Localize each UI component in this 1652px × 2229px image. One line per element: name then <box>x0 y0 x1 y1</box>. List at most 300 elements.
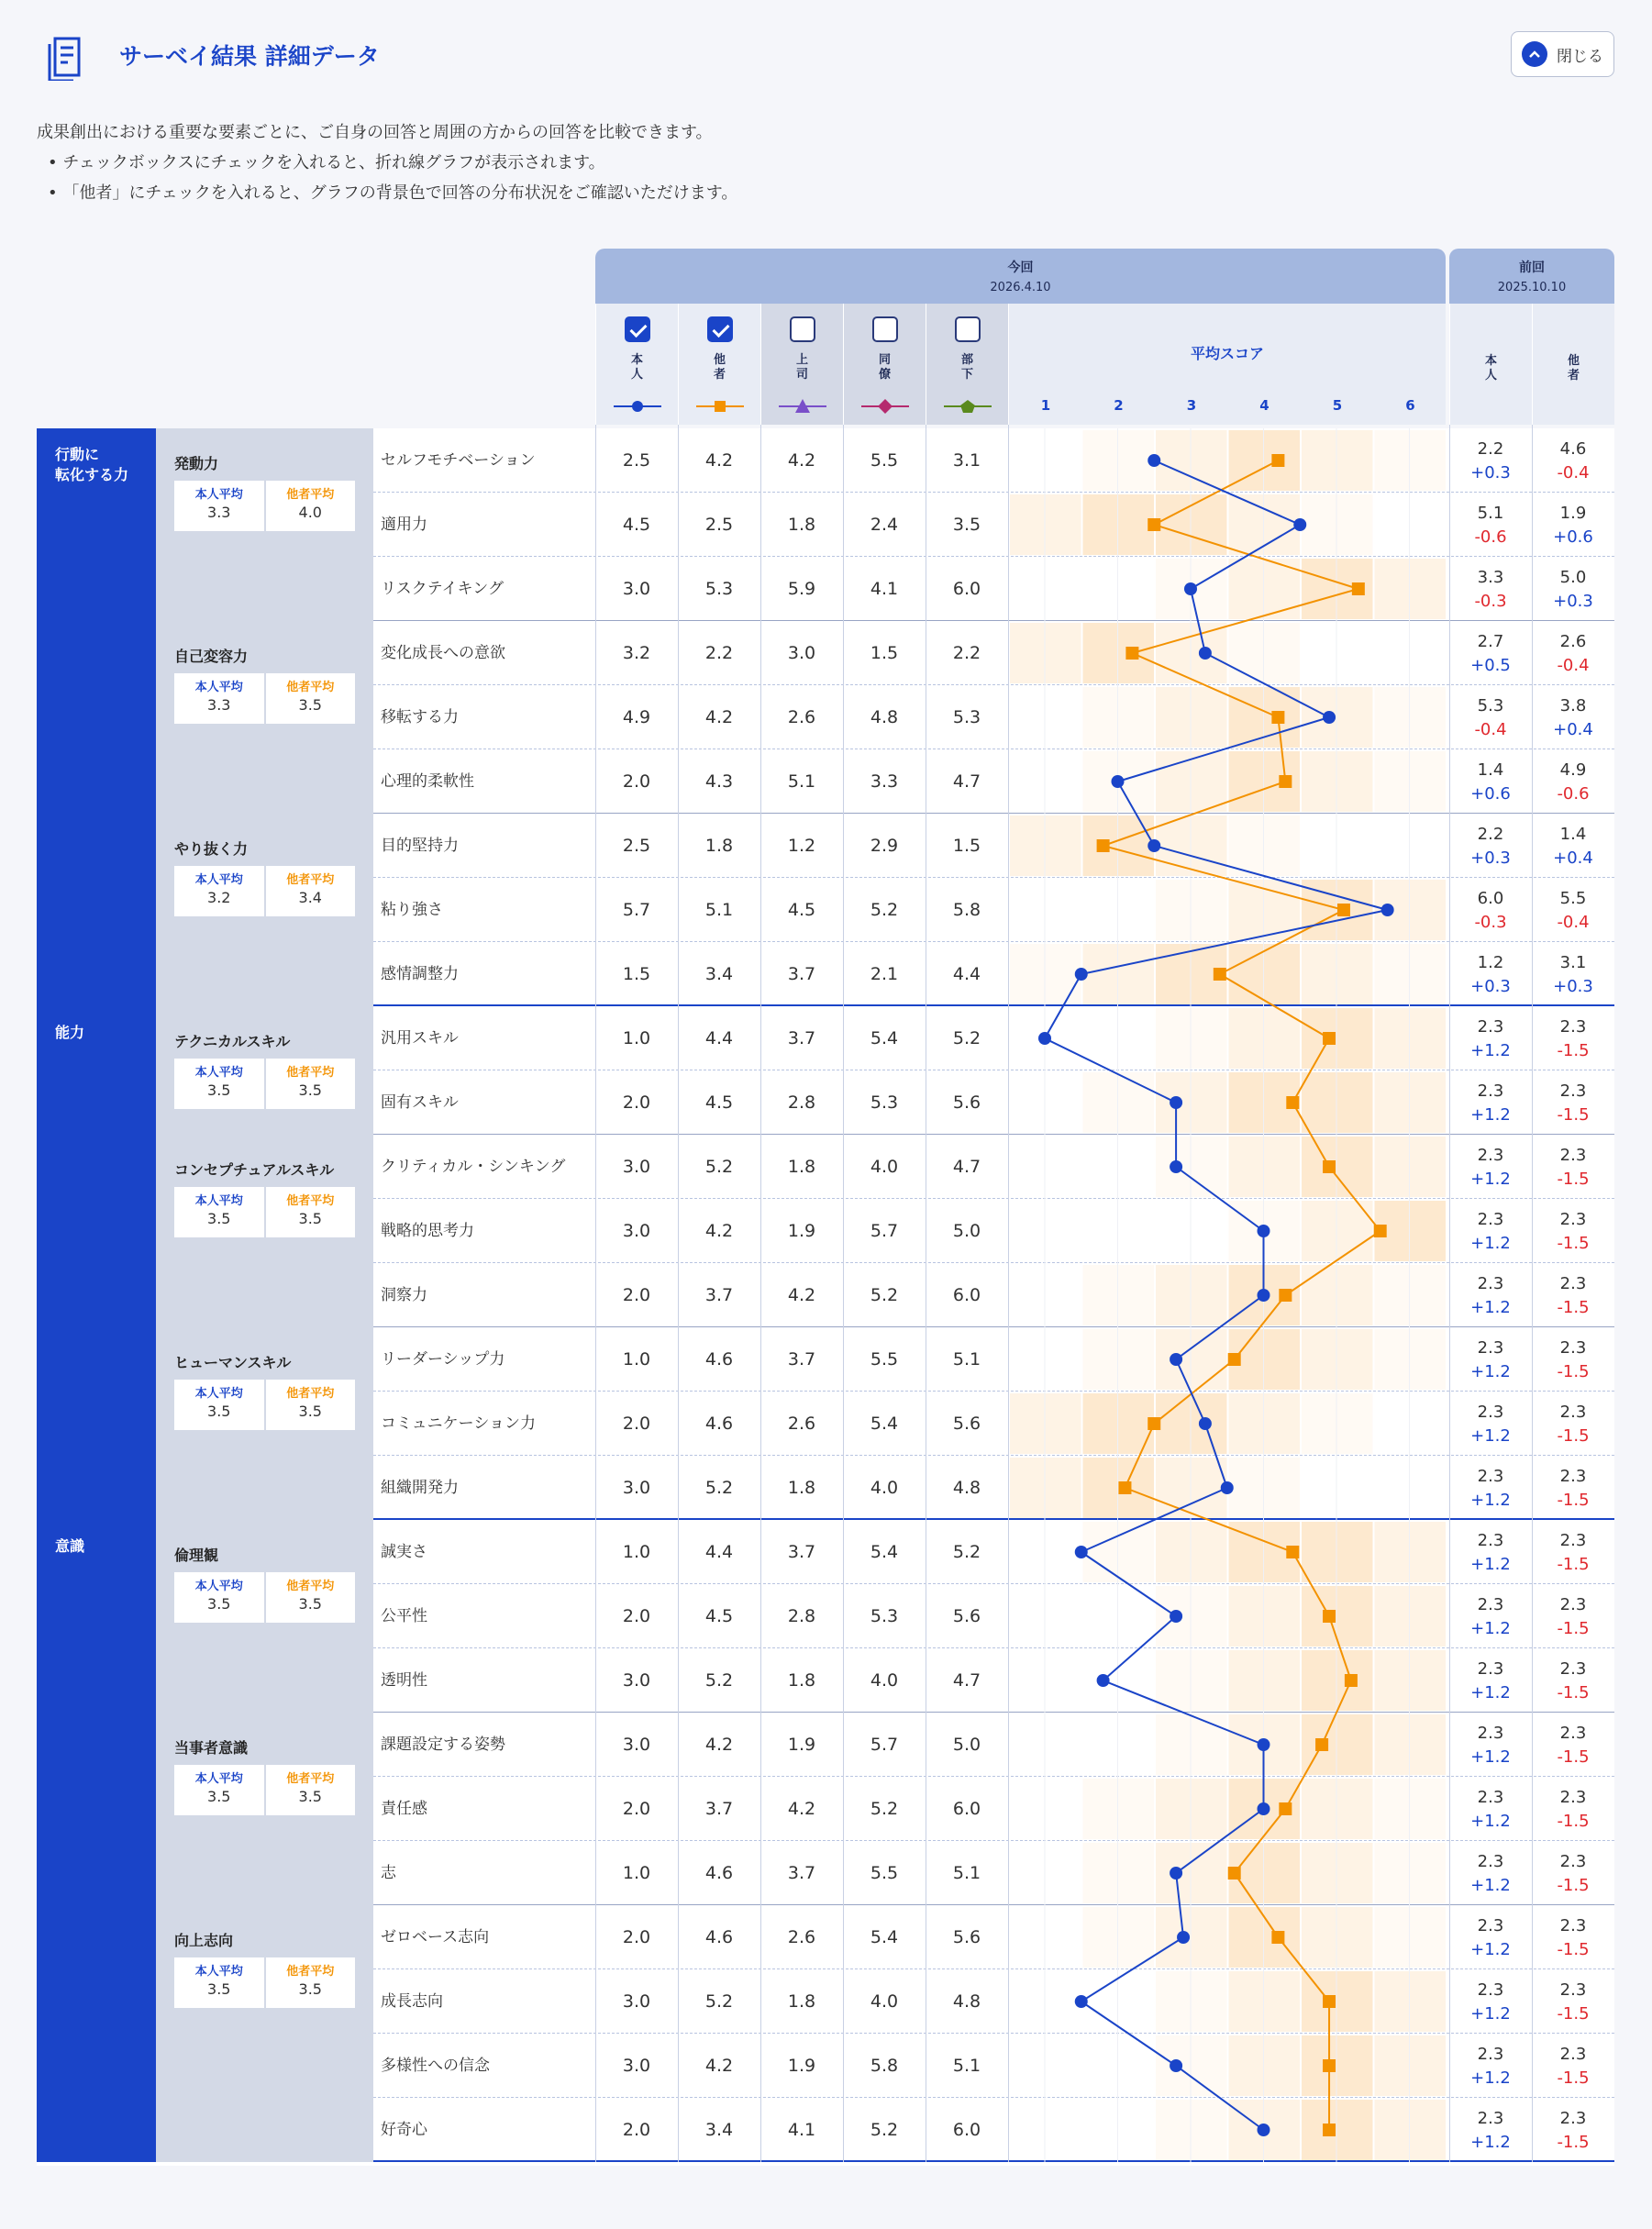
average-label: 他者平均 <box>286 1965 335 1979</box>
self-average <box>174 1957 264 2008</box>
score-delta: -1.5 <box>1557 1683 1590 1702</box>
average-label: 他者平均 <box>286 1387 335 1401</box>
score-delta: -0.4 <box>1557 656 1590 675</box>
score-value: 2.6 <box>787 1414 816 1434</box>
score-delta: -1.5 <box>1557 1812 1590 1831</box>
column-label: 上司 <box>795 353 808 382</box>
previous-score: 2.3 <box>1477 1852 1504 1871</box>
previous-value <box>1449 1593 1532 1641</box>
close-label: 閉じる <box>1557 47 1603 66</box>
table-row <box>373 1648 1614 1713</box>
previous-score: 5.0 <box>1559 568 1587 587</box>
score-value: 4.5 <box>704 1606 734 1626</box>
score-value: 3.0 <box>622 1221 651 1241</box>
series-checkbox[interactable] <box>707 316 733 342</box>
other-average <box>266 1957 356 2008</box>
previous-score: 2.3 <box>1559 1852 1587 1871</box>
item-name: 責任感 <box>381 1800 427 1818</box>
series-checkbox[interactable] <box>872 316 898 342</box>
previous-column-header <box>1532 304 1614 425</box>
score-value: 5.2 <box>952 1028 981 1048</box>
average-label: 本人平均 <box>194 681 243 694</box>
average-label: 本人平均 <box>194 1772 243 1786</box>
score-delta: -0.4 <box>1557 913 1590 932</box>
score-delta: +1.2 <box>1470 1876 1511 1895</box>
score-delta: +0.3 <box>1470 463 1511 482</box>
other-average <box>266 481 356 531</box>
score-delta: -0.6 <box>1557 784 1590 804</box>
average-box <box>174 1059 355 1109</box>
score-delta: -1.5 <box>1557 2004 1590 2024</box>
score-value: 5.1 <box>952 1863 981 1883</box>
average-value: 4.0 <box>298 504 322 521</box>
score-value: 4.9 <box>622 707 651 727</box>
average-label: 他者平均 <box>286 1066 335 1080</box>
previous-score: 2.3 <box>1559 1724 1587 1743</box>
score-value: 2.8 <box>787 1606 816 1626</box>
score-delta: -1.5 <box>1557 1619 1590 1638</box>
current-title: 今回 <box>1007 261 1034 275</box>
previous-score: 2.3 <box>1477 1531 1504 1550</box>
intro-bullet: • チェックボックスにチェックを入れると、折れ線グラフが表示されます。 <box>48 153 605 172</box>
table-row <box>373 1199 1614 1263</box>
column-header-2 <box>678 304 760 425</box>
previous-score: 2.3 <box>1559 1146 1587 1165</box>
column-header-4 <box>843 304 926 425</box>
score-delta: +1.2 <box>1470 1298 1511 1317</box>
score-value: 2.2 <box>704 643 734 663</box>
score-value: 2.5 <box>704 515 734 535</box>
score-value: 4.7 <box>952 1670 981 1691</box>
subcategory-cell <box>156 1905 373 2162</box>
score-value: 6.0 <box>952 1285 981 1305</box>
previous-score: 3.1 <box>1559 953 1587 972</box>
score-value: 6.0 <box>952 2120 981 2140</box>
table-row <box>373 493 1614 557</box>
self-average <box>174 673 264 724</box>
previous-score: 4.9 <box>1559 760 1587 780</box>
previous-score: 2.3 <box>1477 1146 1504 1165</box>
score-value: 5.4 <box>870 1927 899 1947</box>
table-row <box>373 1969 1614 2034</box>
score-value: 4.7 <box>952 1157 981 1177</box>
other-average <box>266 1187 356 1237</box>
previous-value <box>1449 438 1532 485</box>
table-row <box>373 878 1614 942</box>
previous-score: 2.3 <box>1477 1210 1504 1229</box>
subcategory-name: コンセプチュアルスキル <box>174 1161 335 1179</box>
previous-column-header <box>1449 304 1532 425</box>
score-value: 3.7 <box>787 964 816 984</box>
previous-value <box>1532 1979 1614 2026</box>
current-date: 2026.4.10 <box>990 281 1051 294</box>
other-average <box>266 673 356 724</box>
average-value: 3.5 <box>298 1980 322 1998</box>
average-value: 3.5 <box>298 696 322 714</box>
score-value: 1.9 <box>787 1735 816 1755</box>
score-value: 1.5 <box>622 964 651 984</box>
score-value: 3.3 <box>870 771 899 792</box>
previous-value <box>1532 438 1614 485</box>
score-value: 4.2 <box>787 450 816 471</box>
score-value: 1.2 <box>787 836 816 856</box>
score-value: 2.0 <box>622 771 651 792</box>
previous-value <box>1449 2107 1532 2155</box>
table-row <box>373 1006 1614 1070</box>
score-value: 4.4 <box>704 1028 734 1048</box>
score-value: 3.7 <box>787 1863 816 1883</box>
axis-tick-label: 3 <box>1186 397 1197 414</box>
score-value: 4.2 <box>787 1799 816 1819</box>
score-value: 2.0 <box>622 2120 651 2140</box>
self-average <box>174 1572 264 1623</box>
previous-value <box>1532 1529 1614 1577</box>
item-name: 透明性 <box>381 1671 427 1690</box>
previous-score: 2.3 <box>1559 2109 1587 2128</box>
score-delta: +1.2 <box>1470 1234 1511 1253</box>
average-label: 他者平均 <box>286 681 335 694</box>
column-divider <box>1008 425 1009 2162</box>
previous-score: 2.3 <box>1477 1980 1504 2000</box>
score-value: 5.0 <box>952 1221 981 1241</box>
score-value: 3.7 <box>787 1028 816 1048</box>
category-label: 意識 <box>37 1520 156 2162</box>
subcategory-name: 向上志向 <box>174 1932 234 1949</box>
series-checkbox[interactable] <box>625 316 650 342</box>
item-name: 変化成長への意欲 <box>381 644 505 662</box>
score-delta: -0.3 <box>1474 592 1507 611</box>
score-value: 4.8 <box>952 1478 981 1498</box>
score-delta: +1.2 <box>1470 1940 1511 1959</box>
self-average <box>174 1380 264 1430</box>
score-value: 4.2 <box>704 707 734 727</box>
score-value: 5.3 <box>870 1092 899 1113</box>
score-delta: +1.2 <box>1470 1362 1511 1381</box>
score-value: 4.4 <box>952 964 981 984</box>
score-value: 4.6 <box>704 1414 734 1434</box>
previous-value <box>1449 951 1532 999</box>
score-value: 3.1 <box>952 450 981 471</box>
score-delta: -1.5 <box>1557 1555 1590 1574</box>
average-value: 3.5 <box>207 1403 231 1420</box>
column-header-3 <box>760 304 843 425</box>
legend-triangle-icon <box>779 397 826 416</box>
table-row <box>373 428 1614 493</box>
score-value: 5.2 <box>704 1991 734 2012</box>
score-value: 1.9 <box>787 2056 816 2076</box>
previous-value <box>1532 2043 1614 2090</box>
previous-value <box>1449 2043 1532 2090</box>
score-value: 4.0 <box>870 1991 899 2012</box>
score-value: 1.8 <box>704 836 734 856</box>
previous-value <box>1449 1529 1532 1577</box>
self-average <box>174 866 264 916</box>
score-value: 5.5 <box>870 450 899 471</box>
subcategory-name: 当事者意識 <box>174 1739 249 1757</box>
score-value: 4.5 <box>622 515 651 535</box>
score-value: 5.4 <box>870 1542 899 1562</box>
score-value: 5.2 <box>870 1799 899 1819</box>
score-value: 1.8 <box>787 1991 816 2012</box>
subcategory-cell <box>156 1135 373 1327</box>
score-value: 1.0 <box>622 1863 651 1883</box>
previous-score: 2.3 <box>1559 1595 1587 1614</box>
average-value: 3.5 <box>207 1788 231 1805</box>
average-label: 本人平均 <box>194 1965 243 1979</box>
score-delta: +1.2 <box>1470 1426 1511 1446</box>
table-row <box>373 2034 1614 2098</box>
score-delta: -1.5 <box>1557 2068 1590 2088</box>
score-value: 6.0 <box>952 579 981 599</box>
previous-value <box>1532 887 1614 935</box>
table-row <box>373 685 1614 749</box>
previous-value <box>1449 502 1532 549</box>
item-name: 戦略的思考力 <box>381 1222 474 1240</box>
score-value: 2.6 <box>787 707 816 727</box>
table-row <box>373 1713 1614 1777</box>
column-divider <box>1449 425 1450 2162</box>
chevron-up-icon <box>1522 41 1547 67</box>
score-value: 2.5 <box>622 450 651 471</box>
series-checkbox[interactable] <box>955 316 981 342</box>
score-delta: +0.6 <box>1553 527 1593 547</box>
score-value: 1.8 <box>787 1157 816 1177</box>
score-delta: -1.5 <box>1557 1234 1590 1253</box>
score-value: 4.0 <box>870 1157 899 1177</box>
score-delta: +1.2 <box>1470 1619 1511 1638</box>
previous-score: 4.6 <box>1559 439 1587 459</box>
column-label: 他者 <box>713 353 726 382</box>
average-value: 3.5 <box>298 1210 322 1227</box>
score-value: 3.0 <box>622 579 651 599</box>
page-title: サーベイ結果 詳細データ <box>119 43 380 70</box>
previous-value <box>1532 2107 1614 2155</box>
average-label: 本人平均 <box>194 1387 243 1401</box>
column-label: 他者 <box>1567 354 1580 383</box>
item-name: 移転する力 <box>381 708 459 726</box>
average-box <box>174 1572 355 1623</box>
score-value: 2.0 <box>622 1799 651 1819</box>
score-delta: +1.2 <box>1470 1812 1511 1831</box>
item-name: 汎用スキル <box>381 1029 459 1048</box>
previous-score: 2.6 <box>1559 632 1587 651</box>
score-value: 4.0 <box>870 1478 899 1498</box>
previous-value <box>1532 1465 1614 1513</box>
previous-value <box>1532 566 1614 614</box>
previous-value <box>1449 887 1532 935</box>
axis-tick-label: 1 <box>1040 397 1051 414</box>
previous-value <box>1532 951 1614 999</box>
previous-value <box>1449 630 1532 678</box>
subcategory-name: やり抜く力 <box>174 840 249 858</box>
previous-value <box>1532 1144 1614 1192</box>
previous-score: 2.3 <box>1477 1274 1504 1293</box>
column-divider <box>760 425 761 2162</box>
previous-value <box>1449 1465 1532 1513</box>
average-label: 他者平均 <box>286 1580 335 1593</box>
score-delta: +1.2 <box>1470 2068 1511 2088</box>
intro-bullet: • 「他者」にチェックを入れると、グラフの背景色で回答の分布状況をご確認いただけます。 <box>48 183 738 203</box>
score-value: 4.1 <box>870 579 899 599</box>
score-value: 1.8 <box>787 1670 816 1691</box>
score-header <box>1008 304 1446 425</box>
previous-value <box>1532 630 1614 678</box>
score-value: 5.4 <box>870 1028 899 1048</box>
score-delta: +0.3 <box>1470 977 1511 996</box>
score-delta: -1.5 <box>1557 1876 1590 1895</box>
series-checkbox[interactable] <box>790 316 815 342</box>
previous-value <box>1449 1208 1532 1256</box>
previous-value <box>1449 759 1532 806</box>
item-name: 組織開発力 <box>381 1479 459 1497</box>
previous-value <box>1449 1658 1532 1705</box>
self-average <box>174 1059 264 1109</box>
average-box <box>174 866 355 916</box>
score-value: 4.6 <box>704 1349 734 1370</box>
score-delta: -1.5 <box>1557 1041 1590 1060</box>
score-value: 5.7 <box>622 900 651 920</box>
subcategory-name: ヒューマンスキル <box>174 1354 292 1371</box>
table-row <box>373 1392 1614 1456</box>
score-delta: -1.5 <box>1557 1362 1590 1381</box>
close-button[interactable] <box>1511 31 1614 77</box>
table-row <box>373 942 1614 1006</box>
score-value: 3.4 <box>704 964 734 984</box>
score-value: 5.1 <box>787 771 816 792</box>
axis-tick-label: 2 <box>1114 397 1124 414</box>
score-value: 1.8 <box>787 515 816 535</box>
score-value: 5.8 <box>952 900 981 920</box>
score-value: 4.2 <box>704 450 734 471</box>
item-name: 適用力 <box>381 516 427 534</box>
average-label: 他者平均 <box>286 488 335 502</box>
score-title: 平均スコア <box>1190 345 1264 362</box>
column-label: 同僚 <box>878 353 891 382</box>
previous-score: 2.3 <box>1559 1081 1587 1101</box>
legend-diamond-icon <box>861 397 909 416</box>
score-value: 2.0 <box>622 1606 651 1626</box>
score-value: 3.0 <box>622 1735 651 1755</box>
score-value: 4.4 <box>704 1542 734 1562</box>
average-value: 3.5 <box>298 1788 322 1805</box>
axis-tick-label: 4 <box>1259 397 1269 414</box>
previous-score: 1.2 <box>1477 953 1504 972</box>
previous-score: 2.3 <box>1477 1467 1504 1486</box>
score-delta: +0.3 <box>1553 592 1593 611</box>
previous-value <box>1532 1401 1614 1448</box>
average-label: 他者平均 <box>286 873 335 887</box>
score-value: 4.6 <box>704 1863 734 1883</box>
table-row <box>373 1584 1614 1648</box>
subcategory-name: テクニカルスキル <box>174 1033 291 1050</box>
item-name: リスクテイキング <box>381 580 504 598</box>
column-divider <box>1532 425 1533 2162</box>
category-label: 能力 <box>37 1006 156 1520</box>
other-average <box>266 866 356 916</box>
previous-score: 2.3 <box>1477 1403 1504 1422</box>
item-name: ゼロベース志向 <box>381 1928 490 1946</box>
average-value: 3.5 <box>298 1081 322 1099</box>
subcategory-cell <box>156 1520 373 1713</box>
average-label: 本人平均 <box>194 488 243 502</box>
average-box <box>174 481 355 531</box>
previous-score: 2.3 <box>1477 1595 1504 1614</box>
score-value: 4.8 <box>870 707 899 727</box>
previous-score: 2.3 <box>1559 1403 1587 1422</box>
document-icon <box>46 33 88 81</box>
score-value: 2.1 <box>870 964 899 984</box>
previous-value <box>1532 1336 1614 1384</box>
previous-value <box>1532 1722 1614 1769</box>
self-average <box>174 1187 264 1237</box>
previous-value <box>1532 1850 1614 1898</box>
score-value: 5.3 <box>952 707 981 727</box>
column-header-1 <box>595 304 678 425</box>
score-value: 5.1 <box>704 900 734 920</box>
table-row <box>373 1777 1614 1841</box>
previous-score: 1.4 <box>1477 760 1504 780</box>
average-value: 3.5 <box>298 1403 322 1420</box>
score-value: 5.2 <box>870 900 899 920</box>
axis-tick-label: 6 <box>1405 397 1415 414</box>
score-delta: -1.5 <box>1557 1426 1590 1446</box>
previous-score: 2.7 <box>1477 632 1504 651</box>
score-value: 5.3 <box>870 1606 899 1626</box>
score-value: 3.0 <box>787 643 816 663</box>
previous-value <box>1449 1144 1532 1192</box>
average-box <box>174 1187 355 1237</box>
average-value: 3.5 <box>207 1210 231 1227</box>
self-average <box>174 481 264 531</box>
score-delta: +0.5 <box>1470 656 1511 675</box>
average-label: 本人平均 <box>194 1580 243 1593</box>
previous-value <box>1532 1015 1614 1063</box>
score-value: 6.0 <box>952 1799 981 1819</box>
score-value: 5.2 <box>952 1542 981 1562</box>
score-value: 5.2 <box>704 1157 734 1177</box>
previous-value <box>1449 1722 1532 1769</box>
subcategory-cell <box>156 814 373 1006</box>
subcategory-cell <box>156 1327 373 1520</box>
average-value: 3.4 <box>298 889 322 906</box>
score-value: 2.0 <box>622 1285 651 1305</box>
previous-value <box>1449 1850 1532 1898</box>
table-row <box>373 1520 1614 1584</box>
average-label: 他者平均 <box>286 1194 335 1208</box>
score-value: 5.5 <box>870 1349 899 1370</box>
previous-score: 2.3 <box>1559 1274 1587 1293</box>
subcategory-cell <box>156 1006 373 1135</box>
item-name: 志 <box>381 1864 396 1882</box>
score-value: 4.3 <box>704 771 734 792</box>
score-delta: +1.2 <box>1470 1170 1511 1189</box>
previous-score: 2.3 <box>1559 1531 1587 1550</box>
score-value: 2.5 <box>622 836 651 856</box>
score-value: 3.0 <box>622 1670 651 1691</box>
column-divider <box>595 425 596 2162</box>
score-value: 4.7 <box>952 771 981 792</box>
score-value: 2.8 <box>787 1092 816 1113</box>
score-value: 4.6 <box>704 1927 734 1947</box>
legend-pentagon-icon <box>944 397 992 416</box>
score-value: 3.7 <box>787 1349 816 1370</box>
score-value: 2.4 <box>870 515 899 535</box>
score-value: 4.8 <box>952 1991 981 2012</box>
score-value: 3.0 <box>622 1478 651 1498</box>
score-delta: -0.3 <box>1474 913 1507 932</box>
score-value: 4.2 <box>787 1285 816 1305</box>
previous-value <box>1449 1979 1532 2026</box>
